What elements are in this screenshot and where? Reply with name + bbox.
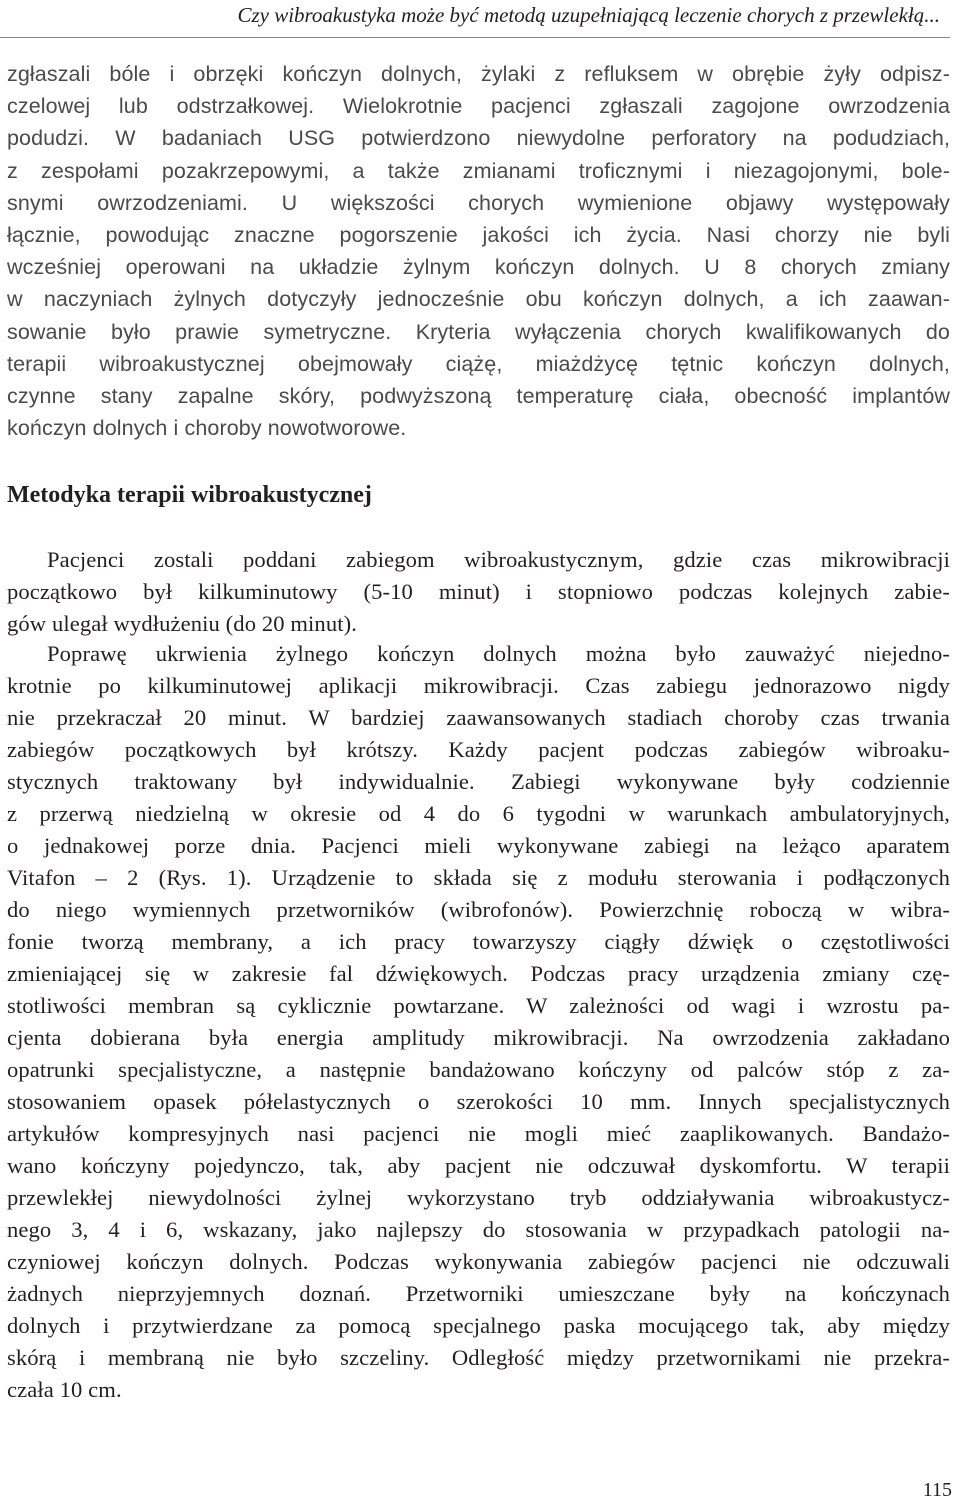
text-line: sowanie było prawie symetryczne. Kryteria wyłączenia chorych kwalifikowanych do xyxy=(7,319,950,344)
text-line: zmieniającej się w zakresie fal dźwiękowych. Podczas pracy urządzenia zmiany czę- xyxy=(7,961,950,986)
text-line: opatrunki specjalistyczne, a następnie bandażowano kończyny od palców stóp z za- xyxy=(7,1057,950,1082)
text-line: z przerwą niedzielną w okresie od 4 do 6 tygodni w warunkach ambulatoryjnych, xyxy=(7,801,950,826)
text-line: stycznych traktowany był indywidualnie. Zabiegi wykonywane były codziennie xyxy=(7,769,950,794)
text-line: czelowej lub odstrzałkowej. Wielokrotnie pacjenci zgłaszali zagojone owrzodzenia xyxy=(7,94,950,119)
text-line: fonie tworzą membrany, a ich pracy towarzyszy ciągły dźwięk o częstotliwości xyxy=(7,929,950,954)
text-line: czyniowej kończyn dolnych. Podczas wykonywania zabiegów pacjenci nie odczuwali xyxy=(7,1249,950,1274)
intro-paragraph xyxy=(7,58,950,444)
text-line: skórą i membraną nie było szczeliny. Odległość między przetwornikami nie przekra- xyxy=(7,1345,950,1370)
text-line: cjenta dobierana była energia amplitudy mikrowibracji. Na owrzodzenia zakładano xyxy=(7,1025,950,1050)
text-line: zabiegów początkowych był krótszy. Każdy pacjent podczas zabiegów wibroaku- xyxy=(7,737,950,762)
text-line: terapii wibroakustycznej obejmowały ciążę, miażdżycę tętnic kończyn dolnych, xyxy=(7,351,950,376)
text-line: kończyn dolnych i choroby nowotworowe. xyxy=(7,416,407,441)
text-line: łącznie, powodując znaczne pogorszenie jakości ich życia. Nasi chorzy nie byli xyxy=(7,223,950,248)
text-line: artykułów kompresyjnych nasi pacjenci nie mogli mieć zaaplikowanych. Bandażo- xyxy=(7,1121,950,1146)
section-heading: Metodyka terapii wibroakustycznej xyxy=(7,482,372,508)
text-line: czała 10 cm. xyxy=(7,1377,122,1402)
text-line: dolnych i przytwierdzane za pomocą specjalnego paska mocującego tak, aby między xyxy=(7,1313,950,1338)
text-line: w naczyniach żylnych dotyczyły jednocześnie obu kończyn dolnych, a ich zaawan- xyxy=(7,287,950,312)
text-line: stotliwości membran są cyklicznie powtarzane. W zależności od wagi i wzrostu pa- xyxy=(7,993,950,1018)
text-line: czynne stany zapalne skóry, podwyższoną temperaturę ciała, obecność implantów xyxy=(7,384,950,409)
text-line: o jednakowej porze dnia. Pacjenci mieli wykonywane zabiegi na leżąco aparatem xyxy=(7,833,950,858)
text-line: przewlekłej niewydolności żylnej wykorzystano tryb oddziaływania wibroakustycz- xyxy=(7,1185,950,1210)
running-title: Czy wibroakustyka może być metodą uzupełniającą leczenie chorych z przewlekłą... xyxy=(237,3,940,27)
text-line: stosowaniem opasek półelastycznych o szerokości 10 mm. Innych specjalistycznych xyxy=(7,1089,950,1114)
text-line: nie przekraczał 20 minut. W bardziej zaawansowanych stadiach choroby czas trwania xyxy=(7,705,950,730)
text-line: Pacjenci zostali poddani zabiegom wibroakustycznym, gdzie czas mikrowibracji xyxy=(47,547,950,572)
methods-paragraph-2 xyxy=(7,638,950,1406)
text-line: krotnie po kilkuminutowej aplikacji mikrowibracji. Czas zabiegu jednorazowo nigdy xyxy=(7,673,950,698)
text-line: początkowo był kilkuminutowy (5-10 minut) i stopniowo podczas kolejnych zabie- xyxy=(7,579,950,604)
text-line: gów ulegał wydłużeniu (do 20 minut). xyxy=(7,611,357,636)
text-line: wano kończyny pojedynczo, tak, aby pacjent nie odczuwał dyskomfortu. W terapii xyxy=(7,1153,950,1178)
running-header xyxy=(0,0,950,38)
text-line: Vitafon – 2 (Rys. 1). Urządzenie to składa się z modułu sterowania i podłączonych xyxy=(7,865,950,890)
text-line: nego 3, 4 i 6, wskazany, jako najlepszy do stosowania w przypadkach patologii na- xyxy=(7,1217,950,1242)
methods-paragraph-1 xyxy=(7,544,950,640)
text-line: żadnych nieprzyjemnych doznań. Przetworniki umieszczane były na kończynach xyxy=(7,1281,950,1306)
text-line: snymi owrzodzeniami. U większości chorych wymienione objawy występowały xyxy=(7,190,950,215)
text-line: Poprawę ukrwienia żylnego kończyn dolnych można było zauważyć niejedno- xyxy=(47,641,950,666)
text-line: wcześniej operowani na układzie żylnym kończyn dolnych. U 8 chorych zmiany xyxy=(7,255,950,280)
text-line: do niego wymiennych przetworników (wibrofonów). Powierzchnię roboczą w wibra- xyxy=(7,897,950,922)
text-line: z zespołami pozakrzepowymi, a także zmianami troficznymi i niezagojonymi, bole- xyxy=(7,158,950,183)
text-line: zgłaszali bóle i obrzęki kończyn dolnych, żylaki z refluksem w obrębie żyły odpisz- xyxy=(7,62,950,86)
page-number: 115 xyxy=(922,1479,952,1501)
text-line: podudzi. W badaniach USG potwierdzono niewydolne perforatory na podudziach, xyxy=(7,126,950,151)
